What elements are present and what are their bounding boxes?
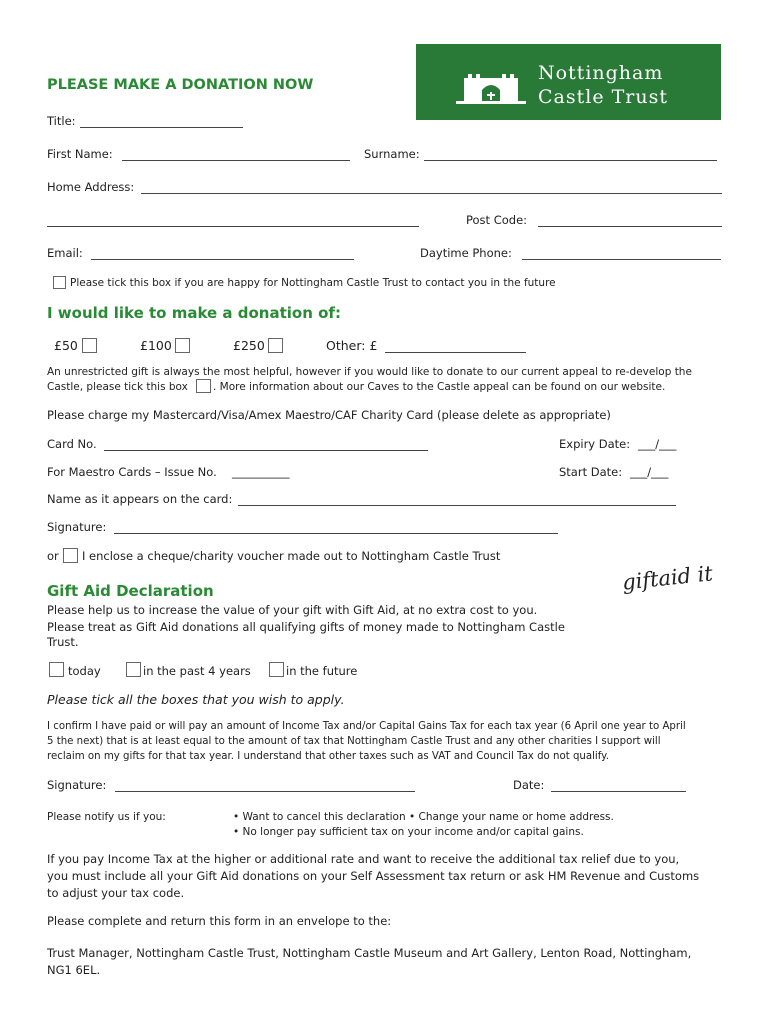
card-number-label: Card No. — [47, 437, 97, 451]
contact-consent-checkbox[interactable] — [53, 276, 66, 289]
surname-field[interactable] — [424, 160, 717, 161]
post-code-field[interactable] — [538, 226, 722, 227]
daytime-phone-field[interactable] — [522, 259, 721, 260]
other-amount-label: Other: £ — [326, 338, 378, 353]
gift-aid-signature-label: Signature: — [47, 778, 107, 792]
first-name-field[interactable] — [122, 160, 350, 161]
or-label: or — [47, 549, 59, 563]
amount-100-label: £100 — [140, 338, 172, 353]
higher-rate-line2: you must include all your Gift Aid donations on your Self Assessment tax return or ask HM Revenue and Customs — [47, 869, 700, 883]
unrestricted-text-line2b: . More information about our Caves to the Castle appeal can be found on our website. — [213, 381, 666, 393]
higher-rate-line1: If you pay Income Tax at the higher or additional rate and want to receive the additional tax relief due to you, — [47, 852, 680, 866]
higher-rate-line3: to adjust your tax code. — [47, 886, 185, 900]
first-name-label: First Name: — [47, 147, 113, 161]
address-line2-field[interactable] — [47, 226, 419, 227]
expiry-date-label: Expiry Date: — [559, 437, 631, 451]
amount-250-label: £250 — [233, 338, 265, 353]
name-on-card-label: Name as it appears on the card: — [47, 492, 233, 506]
gift-aid-future-checkbox[interactable] — [269, 662, 284, 677]
gift-aid-heading: Gift Aid Declaration — [47, 582, 214, 600]
amount-50-checkbox[interactable] — [82, 338, 97, 353]
post-code-label: Post Code: — [466, 213, 528, 227]
email-label: Email: — [47, 246, 83, 260]
gift-aid-date-field[interactable] — [551, 791, 686, 792]
amount-100-checkbox[interactable] — [175, 338, 190, 353]
appeal-checkbox[interactable] — [196, 379, 211, 393]
logo-line2: Castle Trust — [538, 86, 668, 108]
gift-aid-intro-line1: Please help us to increase the value of your gift with Gift Aid, at no extra cost to you. — [47, 603, 538, 617]
return-address-line1: Trust Manager, Nottingham Castle Trust, Nottingham Castle Museum and Art Gallery, Lenton Road, Nottingham, — [47, 946, 692, 960]
home-address-label: Home Address: — [47, 180, 135, 194]
gift-aid-date-label: Date: — [513, 778, 545, 792]
email-field[interactable] — [91, 259, 354, 260]
logo-line1: Nottingham — [538, 62, 664, 84]
home-address-field[interactable] — [141, 193, 722, 194]
maestro-issue-field[interactable]: __________ — [232, 465, 290, 479]
gift-aid-today-label: today — [68, 664, 101, 678]
surname-label: Surname: — [364, 147, 420, 161]
contact-consent-label: Please tick this box if you are happy for Nottingham Castle Trust to contact you in the future — [70, 277, 556, 289]
notify-item2: • No longer pay sufficient tax on your income and/or capital gains. — [233, 826, 584, 838]
unrestricted-text-line2a: Castle, please tick this box — [47, 381, 188, 393]
start-date-label: Start Date: — [559, 465, 623, 479]
other-amount-field[interactable] — [385, 352, 526, 353]
cheque-label: I enclose a cheque/charity voucher made out to Nottingham Castle Trust — [82, 549, 501, 563]
notify-label: Please notify us if you: — [47, 811, 166, 823]
payment-signature-field[interactable] — [114, 533, 558, 534]
gift-aid-today-checkbox[interactable] — [49, 662, 64, 677]
card-number-field[interactable] — [104, 450, 428, 451]
page-title: PLEASE MAKE A DONATION NOW — [47, 77, 314, 93]
daytime-phone-label: Daytime Phone: — [420, 246, 512, 260]
declaration-line1: I confirm I have paid or will pay an amount of Income Tax and/or Capital Gains Tax for each tax year (6 April one year to April — [47, 721, 686, 732]
declaration-line2: 5 the next) that is at least equal to the amount of tax that Nottingham Castle Trust and any other charities I support will — [47, 736, 661, 747]
donation-heading: I would like to make a donation of: — [47, 304, 341, 322]
payment-signature-label: Signature: — [47, 520, 107, 534]
declaration-line3: reclaim on my gifts for that tax year. I understand that other taxes such as VAT and Council Tax do not qualify. — [47, 751, 609, 762]
return-address-line2: NG1 6EL. — [47, 963, 101, 977]
gift-aid-signature-field[interactable] — [115, 791, 415, 792]
title-field[interactable] — [80, 127, 243, 128]
unrestricted-text-line1: An unrestricted gift is always the most helpful, however if you would like to donate to our current appeal to re-develop the — [47, 366, 692, 378]
gift-aid-intro-line3: Trust. — [47, 635, 79, 649]
start-date-field[interactable]: ___/___ — [630, 465, 669, 479]
name-on-card-field[interactable] — [238, 505, 676, 506]
amount-50-label: £50 — [54, 338, 78, 353]
return-instruction: Please complete and return this form in an envelope to the: — [47, 914, 392, 928]
gift-aid-logo: giftaid it — [620, 561, 714, 595]
tick-all-instruction: Please tick all the boxes that you wish to apply. — [47, 692, 345, 707]
amount-250-checkbox[interactable] — [268, 338, 283, 353]
gift-aid-past-label: in the past 4 years — [143, 664, 251, 678]
title-label: Title: — [47, 114, 76, 128]
cheque-checkbox[interactable] — [63, 548, 78, 563]
gift-aid-future-label: in the future — [286, 664, 358, 678]
nottingham-castle-trust-logo — [416, 44, 721, 120]
gift-aid-intro-line2: Please treat as Gift Aid donations all qualifying gifts of money made to Nottingham Castle — [47, 620, 565, 634]
maestro-issue-label: For Maestro Cards – Issue No. — [47, 465, 217, 479]
expiry-date-field[interactable]: ___/___ — [638, 437, 677, 451]
castle-icon — [456, 64, 526, 104]
notify-item1: • Want to cancel this declaration • Change your name or home address. — [233, 811, 614, 823]
gift-aid-past-checkbox[interactable] — [126, 662, 141, 677]
charge-card-text: Please charge my Mastercard/Visa/Amex Maestro/CAF Charity Card (please delete as appropriate) — [47, 408, 611, 422]
